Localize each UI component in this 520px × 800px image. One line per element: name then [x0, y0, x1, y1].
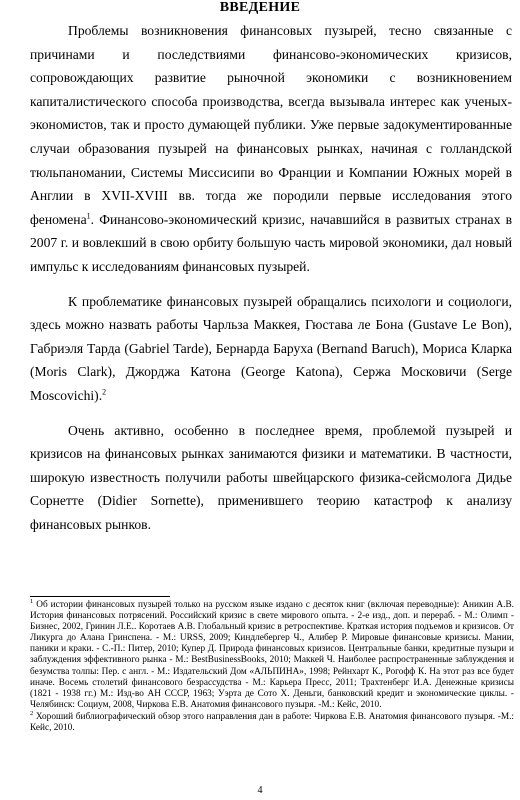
footnotes — [30, 597, 514, 735]
paragraph-text: Очень активно, особенно в последнее время, проблемой пузырей и кризисов на финансовых рынках занимаются физики и математики. В частности, широкую известность получили работы швейцарского физика-сейсмолога Дидье Сорнетте (Didier Sornette), применившего теорию катастроф к анализу финансовых рынков. — [30, 422, 512, 532]
footnote — [30, 597, 514, 711]
footnote-number: 1 — [30, 597, 34, 605]
footnote-reference[interactable]: 2 — [102, 387, 107, 397]
paragraph-text: Проблемы возникновения финансовых пузырей, тесно связанные с причинами и последствиями финансово-экономических кризисов, сопровождающих развитие рыночной экономики с возникновением капиталистического способа производства, всегда вызывала интерес как ученых-экономистов, так и просто думающей публики. Уже первые задокументированные случаи образования пузырей на финансовых рынках, начиная с голландской тюльпаномании, Системы Миссисипи во Франции и Компании Южных морей в Англии в XVII-XVIII вв. тогда же породили первые исследования этого феномена — [30, 23, 512, 227]
page-title: ВВЕДЕНИЕ — [219, 0, 301, 15]
footnote — [30, 709, 514, 734]
paragraph — [30, 19, 512, 279]
footnote-text: Об истории финансовых пузырей только на русском языке издано с десяток книг (включая переводные): Аникин А.В. История финансовых потрясений. Российский кризис в свете мирового опыта. - 2-е изд., доп. и перераб. - М.: Олимп - Бизнес, 2002, Гринин Л.Е.. Коротаев А.В. Глобальный кризис в ретроспективе. Краткая история подъемов и кризисов. От Ликурга до Алана Гринспена. - М.: URSS, 2009; Киндлебергер Ч., Алибер Р. Мировые финансовые кризисы. Мании, паники и краки. - С.-П.: Питер, 2010; Купер Д. Природа финансовых кризисов. Центральные банки, кредитные пузыри и заблуждения эффективного рынка - М.: BestBusinessBooks, 2010; Маккей Ч. Наиболее распространенные заблуждения и безумства толпы: Пер. с англ. - М.: Издательский Дом «АЛЬПИНА», 1998; Рейнхарт К., Рогофф К. На этот раз все будет иначе. Восемь столетий финансового безрассудства - М.: Карьера Пресс, 2011; Трахтенберг И.А. Денежные кризисы (1821 - 1938 гг.) М.: Изд-во АН СССР, 1963; Уэрта де Сото Х. Деньги, банковский кредит и экономические циклы. - Челябинск: Социум, 2008, Чиркова Е.В. Анатомия финансового пузыря. -М.: Кейс, 2010. — [30, 600, 514, 710]
footnote-number: 2 — [30, 709, 34, 717]
main-text — [30, 19, 512, 547]
footnote-text: Хороший библиографический обзор этого направления дан в работе: Чиркова Е.В. Анатомия финансового пузыря. -М.: Кейс, 2010. — [30, 711, 514, 734]
paragraph — [30, 290, 512, 408]
paragraph-text: К проблематике финансовых пузырей обращались психологи и социологи, здесь можно назвать работы Чарльза Маккея, Гюстава ле Бона (Gustave Le Bon), Габриэля Тарда (Gabriel Tarde), Бернарда Баруха (Bernand Baruch), Мориса Кларка (Moris Clark), Джорджа Катона (George Katona), Сержа Московичи (Serge Moscovichi). — [30, 293, 512, 403]
paragraph — [30, 419, 512, 537]
footnote-reference[interactable]: 1 — [86, 211, 91, 221]
page-number: 4 — [257, 785, 263, 796]
footnote-divider — [30, 596, 170, 597]
paragraph-text: . Финансово-экономический кризис, начавшийся в развитых странах в 2007 г. и вовлекший в свою орбиту большую часть мировой экономики, дал новый импульс к исследованиям финансовых пузырей. — [30, 211, 512, 274]
